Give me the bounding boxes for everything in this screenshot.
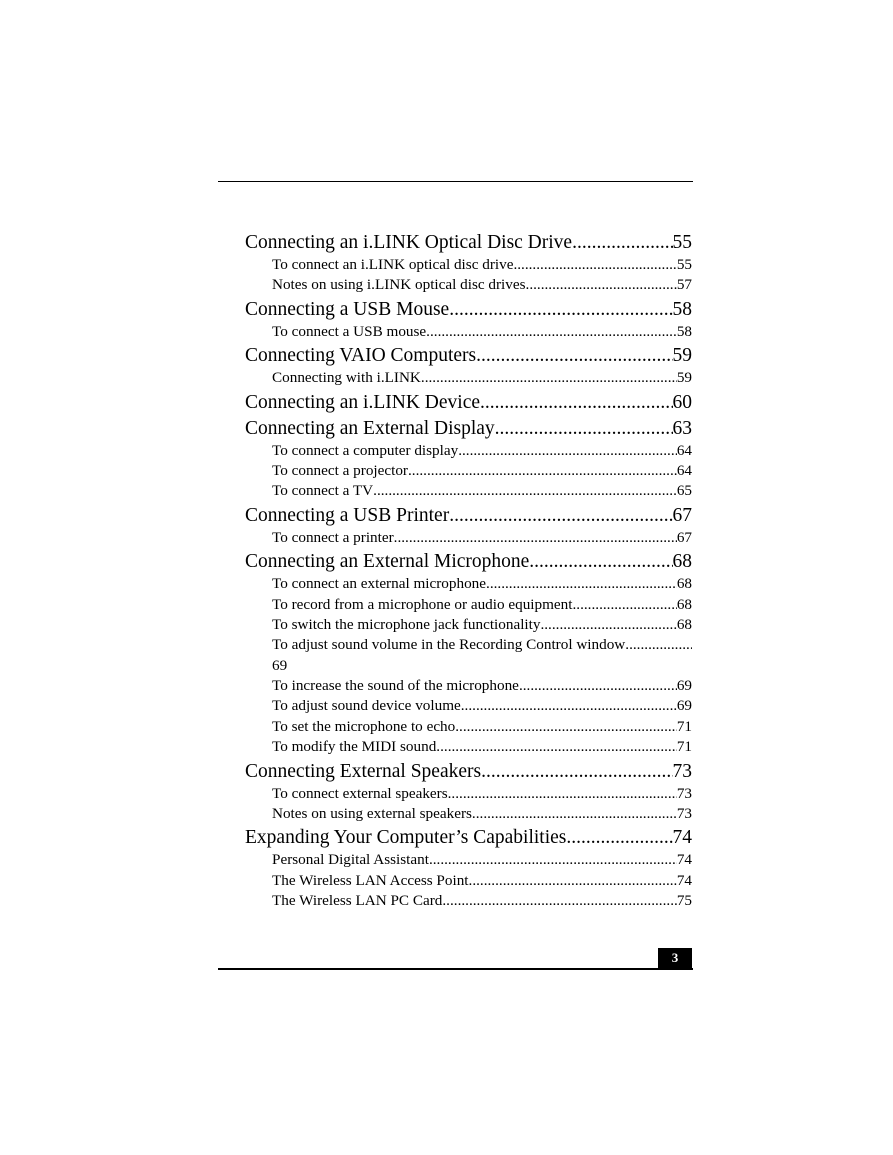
toc-section-entry[interactable] xyxy=(272,481,692,501)
toc-leader-dots xyxy=(526,275,677,295)
toc-section-entry[interactable] xyxy=(272,696,692,716)
toc-entry-title: Connecting an i.LINK Device xyxy=(245,391,481,413)
toc-entry-title: Connecting an External Microphone xyxy=(245,551,530,573)
toc-entry-title: Connecting External Speakers xyxy=(245,760,482,782)
toc-entry-page: 69 xyxy=(272,656,288,674)
toc-chapter-entry[interactable] xyxy=(245,343,692,368)
toc-entry-title: To record from a microphone or audio equipment xyxy=(272,595,573,613)
toc-entry-title: To switch the microphone jack functionality xyxy=(272,615,541,633)
toc-section-entry[interactable] xyxy=(272,441,692,461)
toc-section-entry[interactable] xyxy=(272,528,692,548)
toc-leader-dots xyxy=(480,390,672,415)
toc-leader-dots xyxy=(469,871,677,891)
page-number: 3 xyxy=(658,948,692,968)
toc-entry-page: 58 xyxy=(676,322,692,340)
toc-entry-title: To connect a USB mouse xyxy=(272,322,427,340)
toc-entry-title: To connect a TV xyxy=(272,482,374,500)
toc-leader-dots xyxy=(394,528,677,548)
toc-chapter-entry[interactable] xyxy=(245,549,692,574)
toc-entry-page: 58 xyxy=(672,298,692,320)
toc-chapter-entry[interactable] xyxy=(245,416,692,441)
toc-entry-title: Personal Digital Assistant xyxy=(272,851,429,869)
toc-leader-dots xyxy=(449,503,672,528)
toc-section-entry[interactable] xyxy=(272,717,692,737)
toc-entry-page: 55 xyxy=(676,256,692,273)
toc-entry-page: 65 xyxy=(676,482,692,500)
toc-leader-dots xyxy=(486,574,677,594)
toc-entry-title: The Wireless LAN PC Card xyxy=(272,892,443,910)
footer-rule xyxy=(218,968,693,970)
toc-entry-page: 73 xyxy=(676,784,692,802)
toc-section-entry[interactable] xyxy=(272,615,692,635)
toc-entry-page: 68 xyxy=(676,575,692,593)
toc-section-entry[interactable] xyxy=(272,784,692,804)
toc-leader-dots xyxy=(449,297,672,322)
toc-leader-dots xyxy=(513,255,676,275)
toc-entry-page: 68 xyxy=(676,615,692,633)
toc-chapter-entry[interactable] xyxy=(245,390,692,415)
toc-leader-dots xyxy=(426,322,677,342)
toc-entry-title: To increase the sound of the microphone xyxy=(272,677,519,695)
toc-entry-title: To connect an external microphone xyxy=(272,575,487,593)
header-rule xyxy=(218,181,693,182)
toc-entry-page: 74 xyxy=(676,851,692,869)
toc-entry-page: 74 xyxy=(676,871,692,889)
toc-entry-page: 71 xyxy=(676,738,692,756)
toc-leader-dots xyxy=(455,717,677,737)
toc-entry-page: 69 xyxy=(676,697,692,715)
toc-leader-dots xyxy=(476,343,672,368)
toc-entry-page: 68 xyxy=(672,551,692,573)
toc-chapter-entry[interactable] xyxy=(245,503,692,528)
toc-section-entry[interactable] xyxy=(272,635,692,676)
toc-entry-title: Connecting a USB Mouse xyxy=(245,298,450,320)
toc-entry-title: Notes on using i.LINK optical disc drives xyxy=(272,276,526,294)
toc-leader-dots xyxy=(529,549,672,574)
toc-leader-dots xyxy=(458,441,677,461)
toc-section-entry[interactable] xyxy=(272,737,692,757)
toc-leader-dots xyxy=(429,850,677,870)
toc-entry-title: Expanding Your Computer’s Capabilities xyxy=(245,827,567,849)
toc-leader-dots xyxy=(495,416,673,441)
toc-leader-dots xyxy=(436,737,677,757)
toc-chapter-entry[interactable] xyxy=(245,825,692,850)
toc-entry-page: 59 xyxy=(672,345,692,367)
toc-entry-page: 67 xyxy=(676,528,692,546)
toc-leader-dots xyxy=(481,759,672,784)
toc-entry-page: 64 xyxy=(676,461,692,479)
toc-entry-title: To connect a projector xyxy=(272,461,408,479)
toc-entry-page: 59 xyxy=(676,369,692,387)
toc-section-entry[interactable] xyxy=(272,595,692,615)
toc-leader-dots xyxy=(572,230,672,255)
toc-section-entry[interactable] xyxy=(272,322,692,342)
toc-leader-dots xyxy=(540,615,676,635)
toc-chapter-entry[interactable] xyxy=(245,230,692,255)
toc-entry-title: To connect an i.LINK optical disc drive xyxy=(272,256,514,273)
toc-entry-page: 71 xyxy=(676,717,692,735)
toc-leader-dots xyxy=(519,676,677,696)
toc-section-entry[interactable] xyxy=(272,804,692,824)
toc-chapter-entry[interactable] xyxy=(245,759,692,784)
toc-entry-page: 67 xyxy=(672,504,692,526)
toc-entry-page: 74 xyxy=(672,827,692,849)
toc-entry-page: 68 xyxy=(676,595,692,613)
toc-leader-dots xyxy=(373,481,677,501)
table-of-contents xyxy=(245,229,692,912)
toc-entry-title: Notes on using external speakers xyxy=(272,805,472,823)
toc-entry-page: 57 xyxy=(676,276,692,294)
toc-entry-page: 73 xyxy=(676,805,692,823)
toc-section-entry[interactable] xyxy=(272,574,692,594)
toc-section-entry[interactable] xyxy=(272,368,692,388)
toc-entry-title: Connecting an i.LINK Optical Disc Drive xyxy=(245,232,573,253)
toc-leader-dots xyxy=(625,635,692,655)
toc-section-entry[interactable] xyxy=(272,255,692,275)
toc-entry-title: Connecting with i.LINK xyxy=(272,369,421,387)
toc-entry-title: Connecting VAIO Computers xyxy=(245,345,477,367)
toc-leader-dots xyxy=(566,825,672,850)
toc-section-entry[interactable] xyxy=(272,891,692,911)
toc-chapter-entry[interactable] xyxy=(245,297,692,322)
toc-entry-title: To adjust sound device volume xyxy=(272,697,461,715)
toc-leader-dots xyxy=(572,595,676,615)
toc-leader-dots xyxy=(421,368,677,388)
toc-leader-dots xyxy=(442,891,676,911)
toc-entry-title: To connect a computer display xyxy=(272,441,459,459)
toc-section-entry[interactable] xyxy=(272,275,692,295)
toc-entry-page: 73 xyxy=(672,760,692,782)
toc-leader-dots xyxy=(448,784,677,804)
toc-leader-dots xyxy=(408,461,677,481)
toc-entry-page: 69 xyxy=(676,677,692,695)
toc-entry-title: To connect external speakers xyxy=(272,784,448,802)
toc-entry-title: To connect a printer xyxy=(272,528,394,546)
toc-entry-title: To set the microphone to echo xyxy=(272,717,456,735)
toc-section-entry[interactable] xyxy=(272,850,692,870)
toc-section-entry[interactable] xyxy=(272,676,692,696)
toc-entry-page: 75 xyxy=(676,892,692,910)
toc-entry-title: The Wireless LAN Access Point xyxy=(272,871,469,889)
toc-section-entry[interactable] xyxy=(272,871,692,891)
toc-entry-page: 64 xyxy=(676,441,692,459)
toc-entry-page: 55 xyxy=(672,232,692,253)
toc-section-entry[interactable] xyxy=(272,461,692,481)
toc-entry-title: To modify the MIDI sound xyxy=(272,738,437,756)
toc-entry-title: To adjust sound volume in the Recording Control window xyxy=(272,636,626,654)
toc-leader-dots xyxy=(472,804,677,824)
toc-entry-title: Connecting a USB Printer xyxy=(245,504,450,526)
toc-entry-page: 60 xyxy=(672,391,692,413)
toc-entry-page: 63 xyxy=(672,417,692,439)
toc-entry-title: Connecting an External Display xyxy=(245,417,495,439)
toc-leader-dots xyxy=(461,696,677,716)
